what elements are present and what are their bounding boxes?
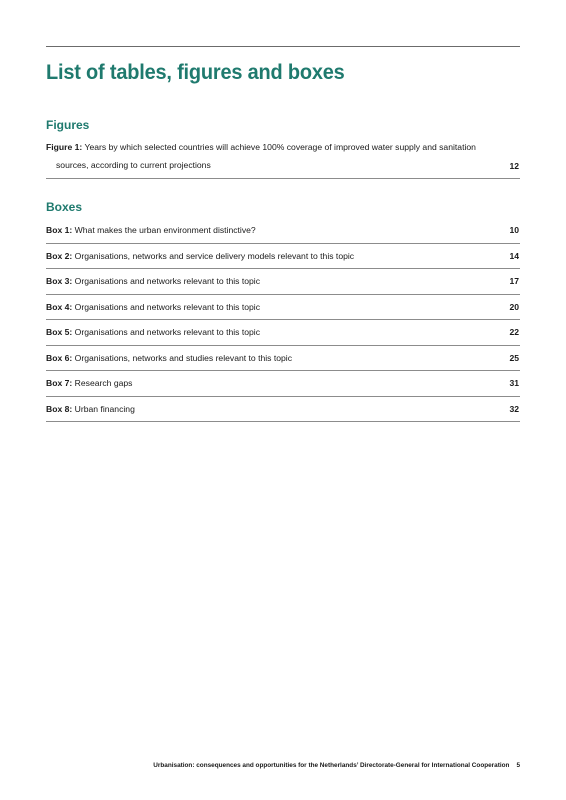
box-entry-page-number: 17 [509, 276, 519, 287]
box-entry[interactable] [46, 244, 520, 270]
box-entry-label: Box 7: [46, 378, 73, 389]
box-entry-text [46, 250, 388, 262]
figures-section [46, 118, 520, 179]
box-entry-text [46, 403, 169, 415]
box-entry-page-number: 10 [509, 225, 519, 236]
box-entry-text [46, 224, 290, 236]
box-entry-page-number: 25 [509, 352, 519, 363]
figure-entry-text [46, 141, 520, 171]
box-entry-text [46, 301, 294, 313]
box-entry-description: Organisations, networks and service delivery models relevant to this topic [74, 250, 355, 261]
footer-page-number: 5 [516, 762, 520, 769]
box-entry-description: Organisations, networks and studies relevant to this topic [74, 352, 293, 363]
box-entry[interactable] [46, 371, 520, 397]
page-title: List of tables, figures and boxes [46, 61, 345, 84]
box-entry-label: Box 6: [46, 352, 73, 363]
box-entry-description: Organisations and networks relevant to this topic [74, 327, 260, 338]
top-rule [46, 46, 520, 47]
box-entry-label: Box 2: [46, 250, 73, 261]
footer-text: Urbanisation: consequences and opportunities for the Netherlands’ Directorate-General for International Cooperation [153, 762, 510, 769]
box-entry-label: Box 8: [46, 403, 73, 414]
box-entry[interactable] [46, 397, 520, 423]
box-entry[interactable] [46, 320, 520, 346]
box-entry-page-number: 20 [509, 301, 519, 312]
box-entry[interactable] [46, 346, 520, 372]
box-entry-description: What makes the urban environment distinctive? [74, 225, 256, 236]
figure-entry-label: Figure 1: [46, 142, 83, 152]
box-entry[interactable] [46, 218, 520, 244]
box-entry-text [46, 275, 294, 287]
box-entry[interactable] [46, 295, 520, 321]
page-footer [153, 762, 520, 769]
box-entry-text [46, 326, 294, 338]
box-entry-page-number: 32 [509, 403, 519, 414]
box-entry-description: Organisations and networks relevant to this topic [74, 276, 260, 287]
boxes-heading: Boxes [46, 200, 83, 214]
box-entry-description: Urban financing [74, 403, 135, 414]
figure-entry-page-number: 12 [509, 161, 519, 171]
box-entry-description: Organisations and networks relevant to this topic [74, 301, 260, 312]
figure-entry-description-line2: sources, according to current projections [56, 160, 211, 170]
box-entry-label: Box 4: [46, 301, 73, 312]
box-entry-label: Box 1: [46, 225, 73, 236]
box-entry-text [46, 352, 326, 364]
figure-entry-description-line1: Years by which selected countries will achieve 100% coverage of improved water supply and sanitation [84, 142, 476, 152]
box-entry-page-number: 31 [509, 378, 519, 389]
figures-heading: Figures [46, 118, 90, 132]
box-entry-page-number: 22 [509, 327, 519, 338]
figure-entry[interactable] [46, 136, 520, 179]
box-entry-description: Research gaps [74, 378, 133, 389]
box-entry-label: Box 3: [46, 276, 73, 287]
box-entry[interactable] [46, 269, 520, 295]
box-entry-page-number: 14 [509, 250, 519, 261]
box-entry-label: Box 5: [46, 327, 73, 338]
box-entry-text [46, 377, 166, 389]
boxes-section [46, 200, 520, 422]
